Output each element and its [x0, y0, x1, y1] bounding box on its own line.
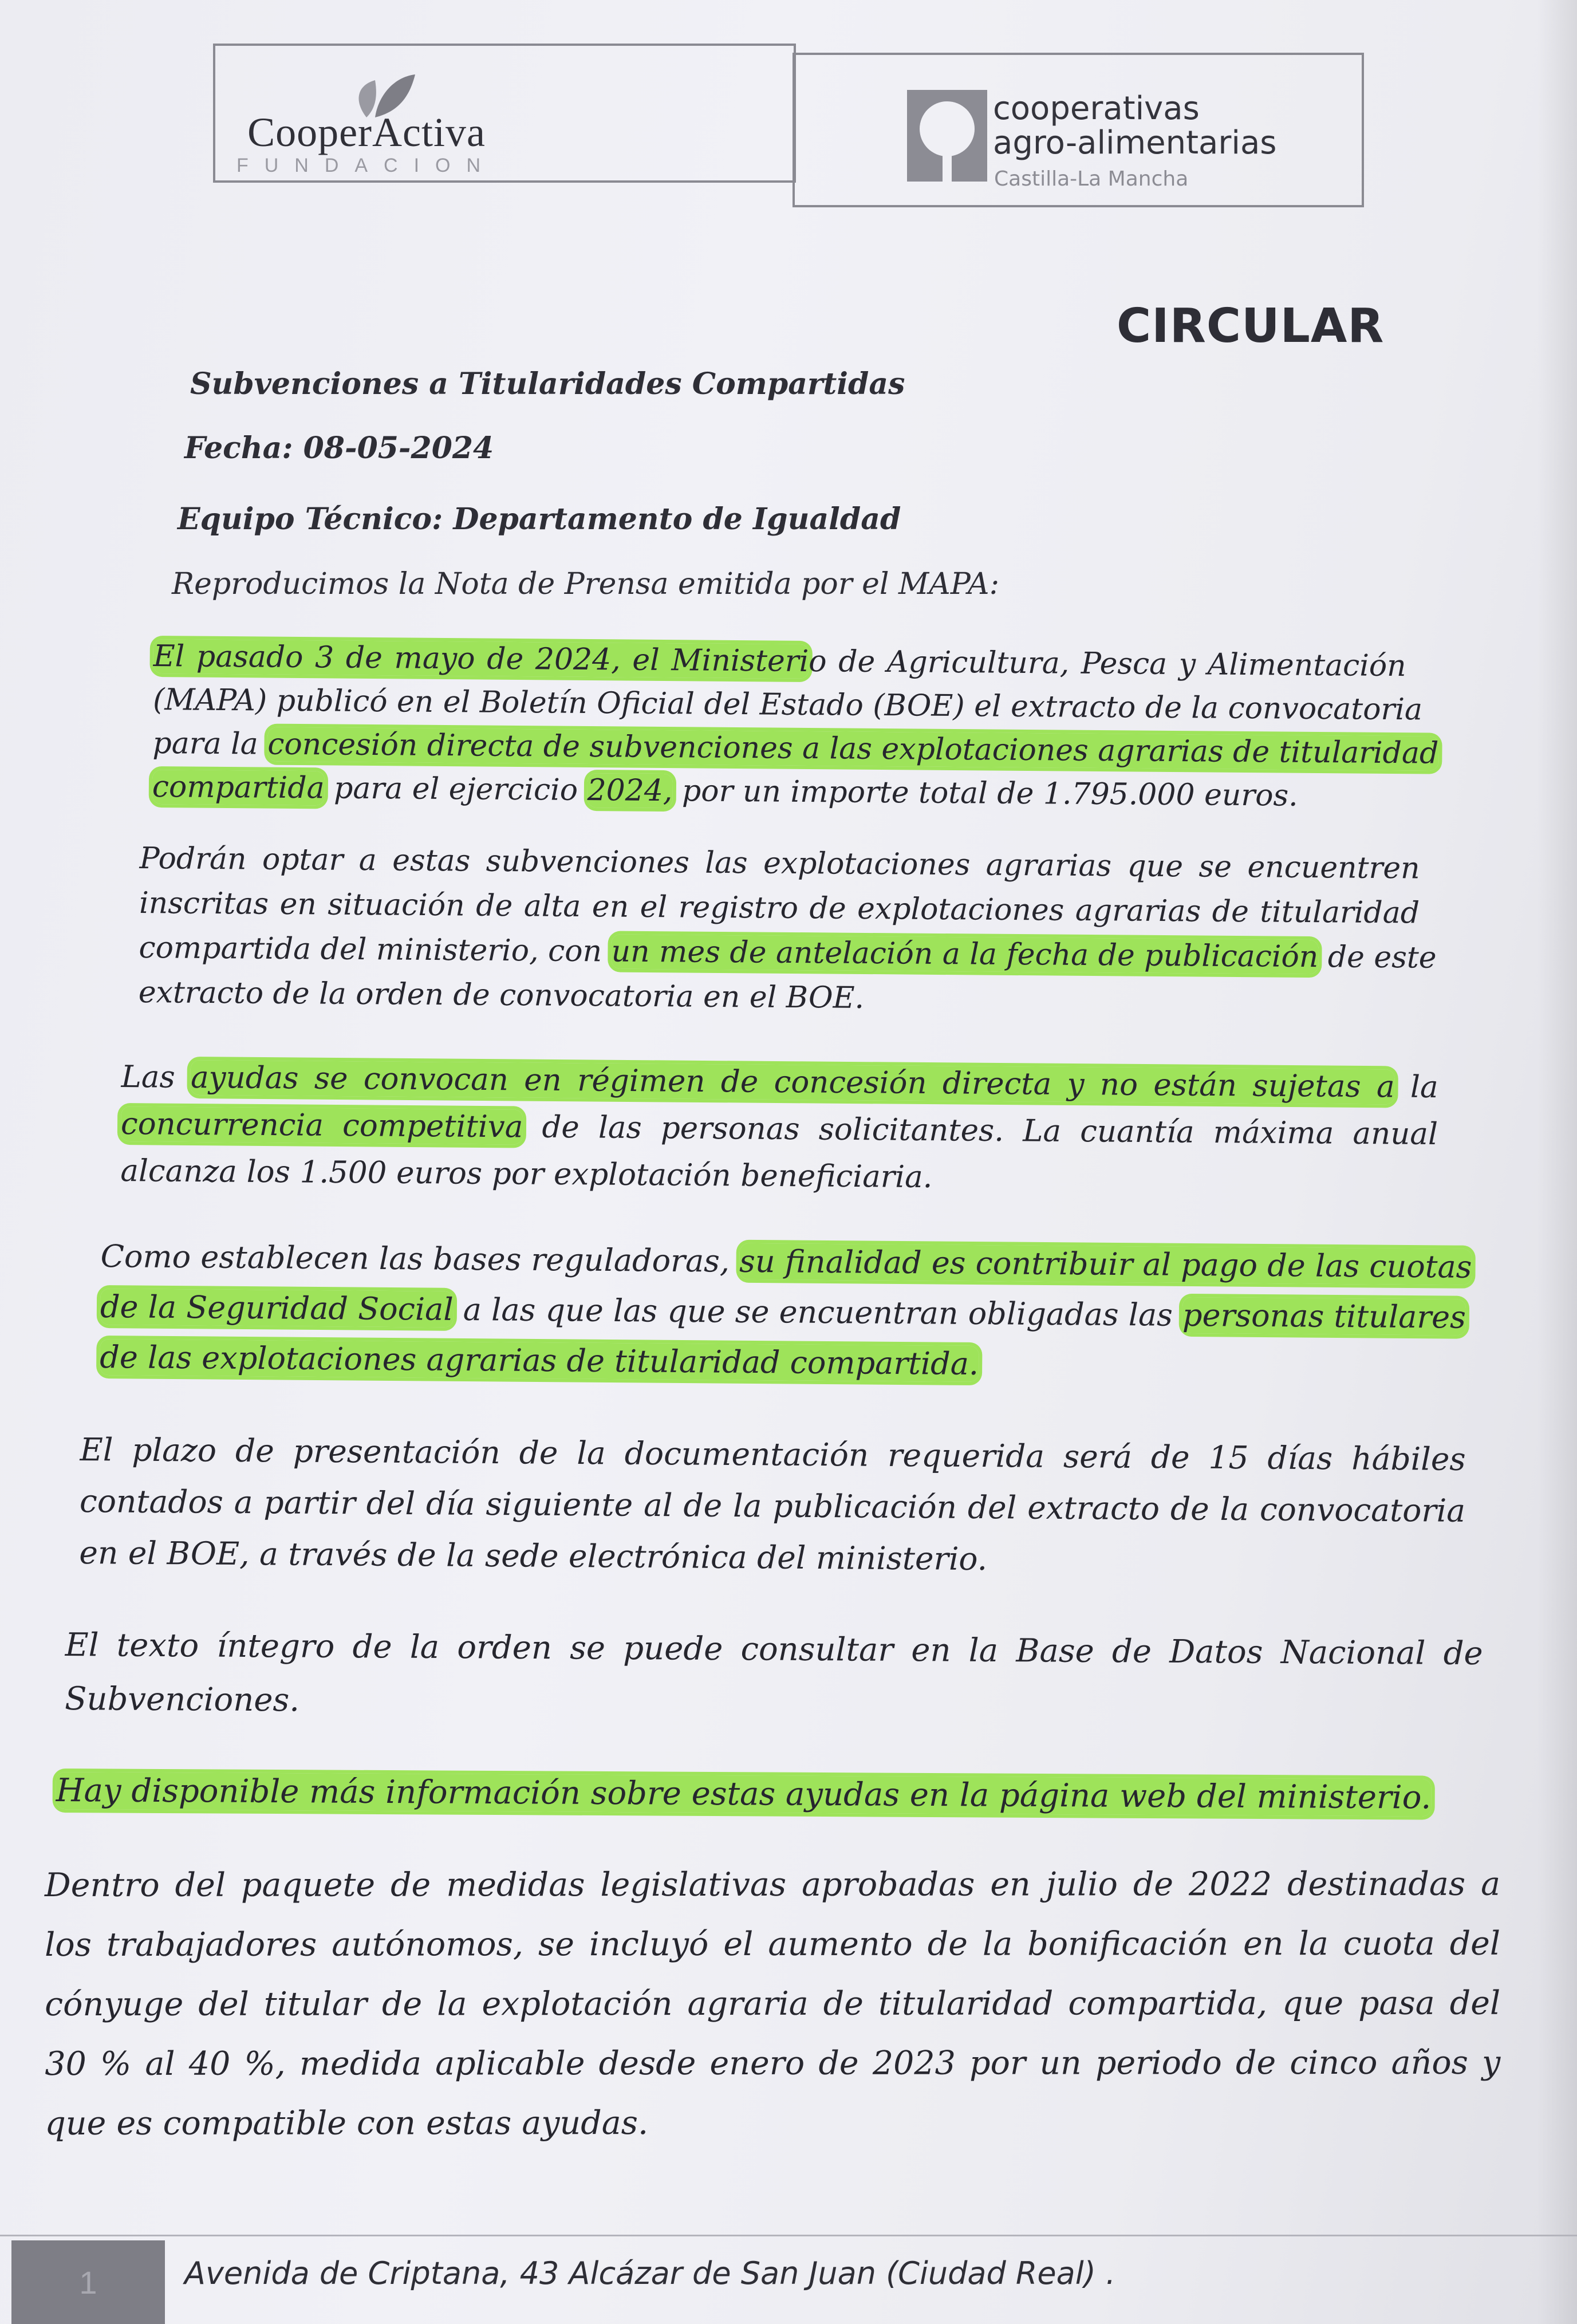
paragraph-7: [56, 1764, 1495, 1825]
text-segment: o de Agricultura, Pesca y Alimentación: [809, 644, 1406, 684]
paragraph-line: [45, 2093, 1500, 2153]
paragraph-line: [45, 2033, 1500, 2094]
cooperativas-line1: cooperativas: [993, 90, 1200, 127]
text-segment: para el ejercicio: [324, 771, 588, 808]
text-segment: Como establecen las bases reguladoras,: [100, 1238, 740, 1279]
highlighted-text: un mes de antelación a la fecha de publicación: [611, 934, 1319, 975]
text-segment: El plazo de presentación de la documentación requerida será de 15 días hábiles: [80, 1431, 1466, 1478]
cooperativas-mark-icon: [907, 90, 987, 182]
text-segment: por un importe total de 1.795.000 euros.: [672, 774, 1298, 813]
document-date: Fecha: 08-05-2024: [184, 431, 494, 466]
page-number: 1: [11, 2240, 165, 2324]
highlighted-text: concesión directa de subvenciones a las explotaciones agrarias de titularidad: [267, 727, 1439, 771]
document-intro: Reproducimos la Nota de Prensa emitida por el MAPA:: [172, 567, 1000, 601]
highlighted-text: ayudas se convocan en régimen de concesión directa y no están sujetas a: [190, 1059, 1395, 1105]
highlighted-text: 2024,: [587, 773, 673, 809]
paragraph-line: [79, 1527, 1465, 1588]
text-segment: la: [1394, 1069, 1438, 1105]
text-segment: (MAPA) publicó en el Boletín Oficial del Estado (BOE) el extracto de la convocatoria: [152, 682, 1423, 727]
paragraph-line: [152, 765, 1406, 818]
highlighted-text: su finalidad es contribuir al pago de las cuotas: [739, 1243, 1472, 1285]
paragraph-line: [100, 1332, 1452, 1393]
text-segment: a las que las que se encuentran obligadas las: [453, 1291, 1183, 1333]
text-segment: inscritas en situación de alta en el registro de explotaciones agrarias de titularidad: [139, 885, 1420, 931]
paragraph-line: [80, 1424, 1466, 1485]
text-segment: compartida del ministerio, con: [139, 930, 612, 969]
paragraph-line: [45, 1974, 1500, 2034]
footer-rule: [0, 2235, 1577, 2236]
text-segment: Las: [121, 1059, 191, 1095]
document-team: Equipo Técnico: Departamento de Igualdad: [178, 502, 901, 537]
paragraph-line: [45, 1914, 1500, 1975]
paragraph-2: [138, 836, 1437, 1025]
highlighted-text: compartida: [152, 769, 325, 806]
cooperactiva-subtitle: FUNDACION: [236, 155, 497, 176]
text-segment: para la: [152, 726, 268, 762]
cooperativas-line2: agro-alimentarias: [993, 124, 1277, 162]
cooperativas-region: Castilla-La Mancha: [994, 167, 1189, 191]
text-segment: de las personas solicitantes. La cuantía máxima anual: [523, 1109, 1438, 1152]
paragraph-6: [65, 1618, 1483, 1735]
footer-address: Avenida de Criptana, 43 Alcázar de San Juan (Ciudad Real) .: [184, 2255, 1116, 2291]
paragraph-line: [65, 1618, 1483, 1681]
text-segment: alcanza los 1.500 euros por explotación beneficiaria.: [120, 1153, 933, 1195]
text-segment: de este: [1318, 940, 1437, 975]
cooperactiva-name: CooperActiva: [247, 109, 486, 155]
highlighted-text: de la Seguridad Social: [100, 1288, 454, 1328]
text-segment: Podrán optar a estas subvenciones las explotaciones agrarias que se encuentren: [139, 841, 1420, 886]
highlighted-text: Hay disponible más información sobre estas ayudas en la página web del ministerio.: [56, 1771, 1432, 1817]
paragraph-4: [100, 1231, 1472, 1393]
highlighted-text: concurrencia competitiva: [120, 1106, 523, 1145]
text-segment: que es compatible con estas ayudas.: [45, 2104, 649, 2142]
text-segment: El texto íntegro de la orden se puede consultar en la Base de Datos Nacional de: [65, 1626, 1483, 1673]
text-segment: extracto de la orden de convocatoria en el BOE.: [138, 975, 865, 1015]
paragraph-line: [45, 1854, 1500, 1915]
document-subject: Subvenciones a Titularidades Compartidas: [190, 367, 905, 401]
text-segment: cónyuge del titular de la explotación agraria de titularidad compartida, que pasa del: [45, 1984, 1501, 2023]
highlighted-text: El pasado 3 de mayo de 2024, el Ministeri: [153, 639, 809, 679]
cooperactiva-logo: [189, 52, 544, 176]
paragraph-line: [56, 1764, 1495, 1825]
paragraph-8: [45, 1854, 1500, 2153]
text-segment: contados a partir del día siguiente al de la publicación del extracto de la convocatoria: [79, 1482, 1466, 1529]
paragraph-1: [152, 635, 1439, 818]
paragraph-line: [80, 1475, 1466, 1537]
paragraph-5: [79, 1424, 1466, 1588]
document-type-title: CIRCULAR: [1117, 299, 1385, 353]
text-segment: los trabajadores autónomos, se incluyó el aumento de la bonificación en la cuota del: [45, 1924, 1501, 1964]
paragraph-3: [120, 1054, 1438, 1205]
cooperativas-logo: [793, 53, 1359, 203]
text-segment: Subvenciones.: [64, 1680, 300, 1719]
text-segment: 30 % al 40 %, medida aplicable desde enero de 2023 por un periodo de cinco años y: [45, 2043, 1501, 2083]
paragraph-line: [65, 1672, 1483, 1735]
text-segment: en el BOE, a través de la sede electrónica del ministerio.: [79, 1534, 988, 1578]
highlighted-text: de las explotaciones agrarias de titularidad compartida.: [100, 1338, 979, 1382]
text-segment: Dentro del paquete de medidas legislativas aprobadas en julio de 2022 destinadas a: [45, 1865, 1501, 1904]
highlighted-text: personas titulares: [1182, 1297, 1466, 1336]
cooperativas-name: [993, 92, 1314, 160]
page-edge-shadow: [1537, 0, 1577, 2324]
